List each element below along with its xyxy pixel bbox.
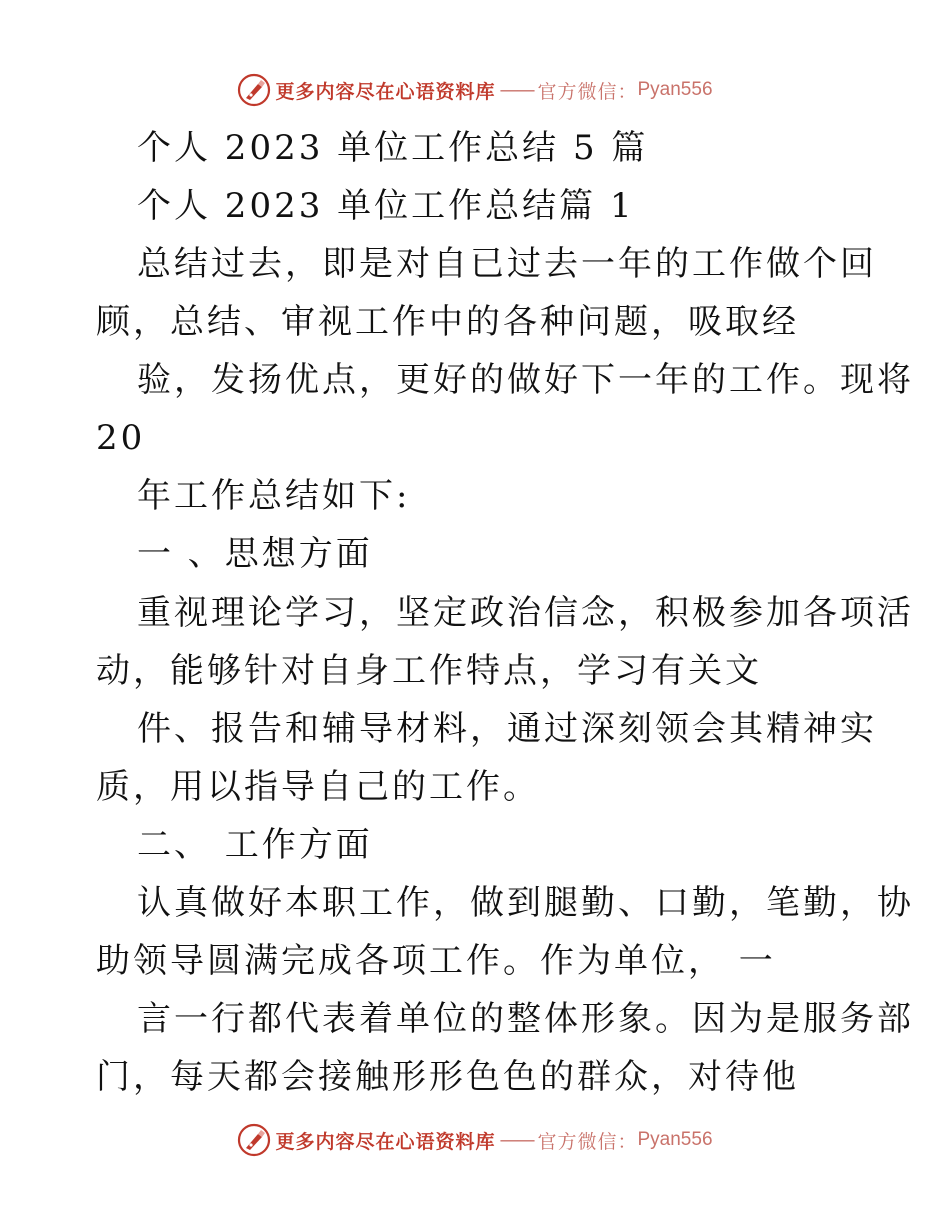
watermark-wechat-label: 官方微信： <box>537 1130 638 1153</box>
paragraph-line: 门，每天都会接触形形色色的群众，对待他 <box>96 1057 799 1097</box>
paragraph-line: 助领导圆满完成各项工作。作为单位， 一 <box>96 941 776 981</box>
paragraph-line: 动，能够针对自身工作特点，学习有关文 <box>96 651 762 691</box>
pen-nib-logo-icon <box>237 73 271 107</box>
paragraph-line: 件、报告和辅导材料，通过深刻领会其精神实 <box>137 709 877 749</box>
paragraph-line: 总结过去，即是对自已过去一年的工作做个回 <box>137 244 877 284</box>
header-watermark-banner <box>0 70 950 110</box>
paragraph-line: 20 <box>96 418 146 458</box>
watermark-dash: —— <box>499 1129 534 1151</box>
watermark-brand-text: 更多内容尽在心语资料库 <box>275 80 496 103</box>
document-title: 个人 2023 单位工作总结 5 篇 <box>137 128 649 168</box>
paragraph-line: 认真做好本职工作，做到腿勤、口勤，笔勤，协 <box>137 883 914 923</box>
paragraph-line: 质，用以指导自己的工作。 <box>96 767 540 807</box>
watermark-account-id: Pyan556 <box>637 79 713 100</box>
watermark-brand-text: 更多内容尽在心语资料库 <box>275 1130 496 1153</box>
watermark-dash: —— <box>499 79 534 101</box>
paragraph-line: 验，发扬优点，更好的做好下一年的工作。现将 <box>137 360 914 400</box>
watermark-wechat-label: 官方微信： <box>537 80 638 103</box>
watermark-account-id: Pyan556 <box>637 1129 713 1150</box>
footer-watermark-banner <box>0 1120 950 1160</box>
pen-nib-logo-icon <box>237 1123 271 1157</box>
paragraph-line: 言一行都代表着单位的整体形象。因为是服务部 <box>137 999 914 1039</box>
paragraph-line: 年工作总结如下: <box>137 476 411 516</box>
paragraph-line: 重视理论学习，坚定政治信念，积极参加各项活 <box>137 593 914 633</box>
section-heading: 个人 2023 单位工作总结篇 1 <box>137 186 635 226</box>
paragraph-line: 顾，总结、审视工作中的各种问题，吸取经 <box>96 302 799 342</box>
subsection-heading: 二、 工作方面 <box>137 825 373 865</box>
subsection-heading: 一 、思想方面 <box>137 534 373 574</box>
